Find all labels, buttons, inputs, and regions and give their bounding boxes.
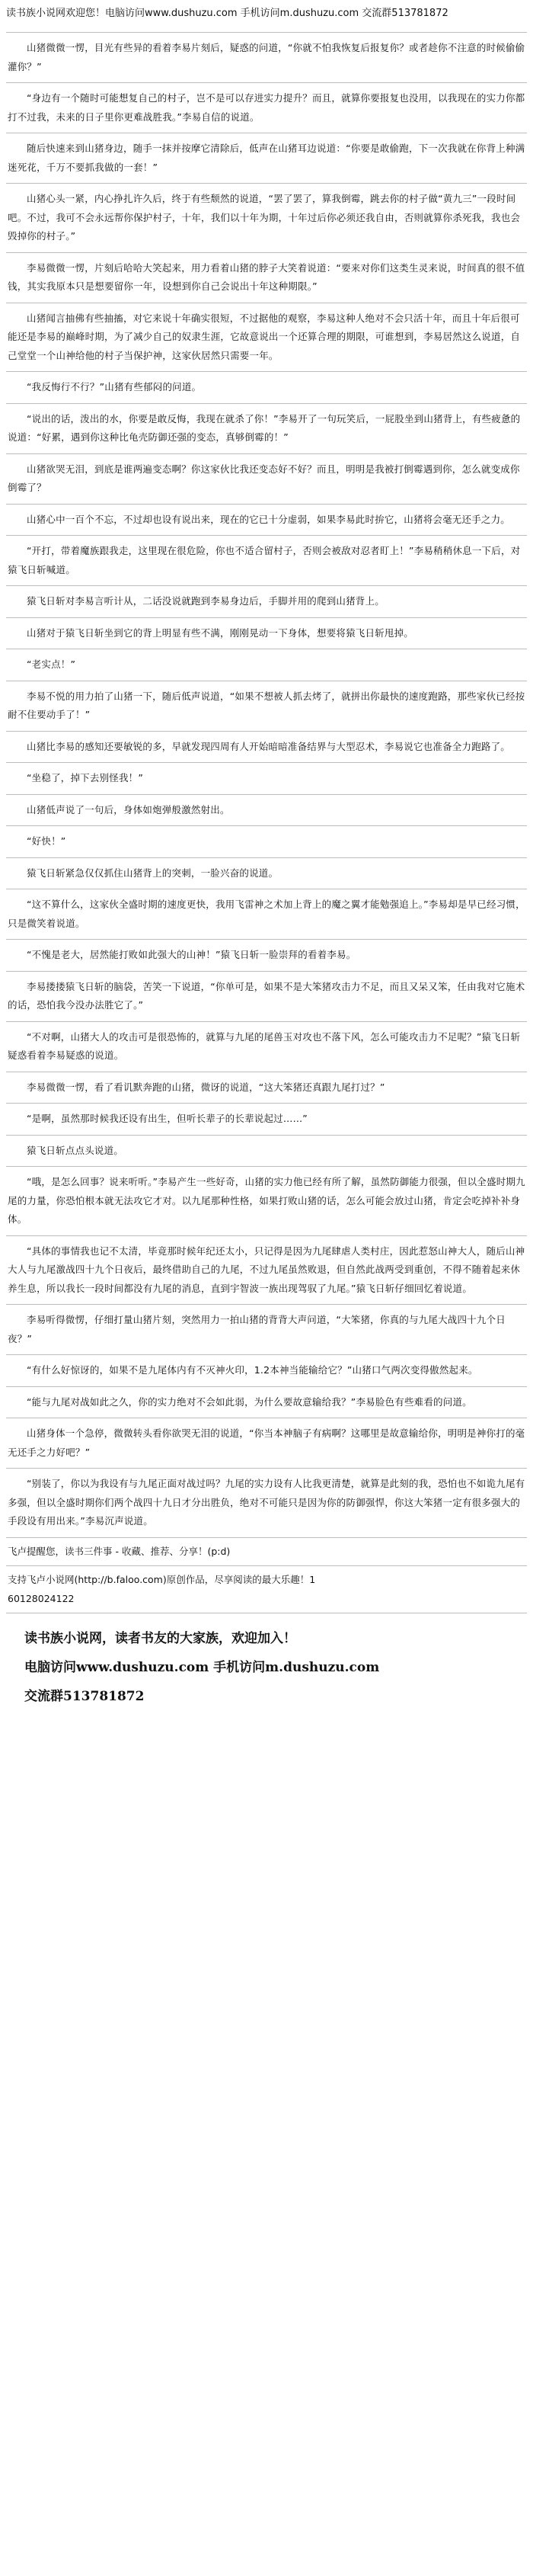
story-paragraph: 猿飞日斩点点头说道。 [6, 1136, 527, 1168]
story-paragraph: “坐稳了，掉下去别怪我！” [6, 763, 527, 795]
story-paragraph: 李易微微一愣，片刻后哈哈大笑起来，用力看着山猪的脖子大笑着说道：“要来对你们这类生灵来说，时间真的很不值钱，其实我原本只是想要留你一年，设想到你自己会说出十年这种期限。” [6, 253, 527, 303]
story-paragraph: 山猪心头一紧，内心挣扎许久后，终于有些颓然的说道，“罢了罢了，算我倒霉，跳去你的村子做“黄九三”一段时间吧。不过，我可不会永远帮你保护村子，十年，我们以十年为期，十年过后你必须还我自由，否则就算你杀死我，我也会毁掉你的村子。” [6, 184, 527, 253]
story-paragraph: 山猪低声说了一句后，身体如炮弹般激然射出。 [6, 795, 527, 827]
story-paragraph: 李易不悦的用力拍了山猪一下，随后低声说道，“如果不想被人抓去烤了，就拼出你最快的速度跑路，那些家伙已经按耐不住要动手了！” [6, 681, 527, 732]
author-note: 飞卢提醒您，读书三件事 - 收藏、推荐、分享！(p:d) [8, 1545, 231, 1557]
chapter-footer [6, 1538, 527, 1567]
site-header-text: 读书族小说网欢迎您！电脑访问www.dushuzu.com 手机访问m.dushuzu.com 交流群513781872 [6, 5, 527, 33]
story-paragraph: “开打，带着魔族跟我走，这里现在很危险，你也不适合留村子，否则会被敌对忍者盯上！”李易稍稍休息一下后，对猿飞日斩喊道。 [6, 536, 527, 586]
promo-line-welcome: 读书族小说网，读者书友的大家族，欢迎加入！ [24, 1631, 296, 1646]
story-paragraph: “这不算什么，这家伙全盛时期的速度更快，我用飞雷神之术加上背上的魔之翼才能勉强追上。”李易却是早已经习惯，只是微笑着说道。 [6, 889, 527, 940]
story-paragraph: 山猪闻言抽佛有些抽搐，对它来说十年确实很短，不过据他的观察，李易这种人绝对不会只活十年，而且十年后很可能还是李易的巅峰时期，为了减少自己的奴隶生涯，它故意说出一个还算合理的期限，可谁想到，李易居然这么说道，自己堂堂一个山神给他的村子当保护神，这家伙居然只需要一年。 [6, 303, 527, 373]
story-paragraph: “我反悔行不行？”山猪有些郁闷的问道。 [6, 372, 527, 404]
story-paragraph: 山猪微微一愣，目光有些异的看着李易片刻后，疑惑的问道，“你就不怕我恢复后报复你？或者趁你不注意的时候偷偷灌你？” [6, 33, 527, 83]
story-paragraph: 猿飞日斩紧急仅仅抓住山猪背上的突刺，一脸兴奋的说道。 [6, 858, 527, 890]
story-paragraph: 山猪比李易的感知还要敏锐的多，早就发现四周有人开始暗暗准备结界与大型忍术，李易说它也准备全力跑路了。 [6, 732, 527, 764]
story-paragraph: “不对啊，山猪大人的攻击可是很恐怖的，就算与九尾的尾兽玉对攻也不落下风，怎么可能攻击力不足呢？”猿飞日斩疑惑看着李易疑惑的说道。 [6, 1022, 527, 1072]
support-line: 支持飞卢小说网(http://b.faloo.com)原创作品，尽享阅读的最大乐趣！1 [8, 1574, 316, 1585]
story-paragraph: “好快！” [6, 826, 527, 858]
story-paragraph: “有什么好惊讶的，如果不是九尾体内有不灭神火印，1.2本神当能输给它？”山猪口气两次变得傲然起来。 [6, 1355, 527, 1387]
story-paragraph: “别装了，你以为我设有与九尾正面对战过吗？九尾的实力设有人比我更清楚，就算是此刻的我，恐怕也不如诡九尾有多强，但以全盛时期你们两个战四十九日才分出胜负，绝对不可能只是因为你的防御强悍，你这大笨猪一定有很多强大的手段设有用出来。”李易沉声说道。 [6, 1469, 527, 1538]
story-paragraph: 李易听得微愣，仔细打量山猪片刻，突然用力一拍山猪的背背大声问道，“大笨猪，你真的与九尾大战四十九个日夜？” [6, 1305, 527, 1355]
promo-line-urls: 电脑访问www.dushuzu.com 手机访问m.dushuzu.com [24, 1660, 380, 1675]
story-paragraph: “说出的话，泼出的水，你要是敢反悔，我现在就杀了你！”李易开了一句玩笑后，一屁股坐到山猪背上，有些疲惫的说道：“好累，遇到你这种比龟壳防御还强的变态，真够倒霉的！” [6, 404, 527, 454]
story-paragraph: “是啊，虽然那时候我还设有出生，但听长辈子的长辈说起过……” [6, 1104, 527, 1136]
code-line: 60128024122 [8, 1592, 75, 1604]
story-paragraph: 李易微微一愣，看了看讥默奔跑的山猪，微讶的说道，“这大笨猪还真跟九尾打过？” [6, 1072, 527, 1104]
story-paragraph: 山猪欲哭无泪，到底是谁两遍变态啊？你这家伙比我还变态好不好？而且，明明是我被打倒霉遇到你，怎么就变成你倒霉了？ [6, 454, 527, 505]
chapter-content [6, 33, 527, 1538]
story-paragraph: “哦，是怎么回事？说来听听。”李易产生一些好奇，山猪的实力他已经有所了解，虽然防御能力很强，但以全盛时期九尾的力量，你恐怕根本就无法攻它才对。以九尾那种性格，如果打败山猪的话，怎么可能会放过山猪，肯定会吃掉补补身体。 [6, 1167, 527, 1236]
story-paragraph: 山猪对于猿飞日斩坐到它的背上明显有些不满，刚刚晃动一下身体，想要将猿飞日斩甩掉。 [6, 618, 527, 650]
story-paragraph: 李易搂搂猿飞日斩的脑袋，苦笑一下说道，“你单可是，如果不是大笨猪攻击力不足，而且又呆又笨，任由我对它施术的话，恐怕我今没办法胜它了。” [6, 972, 527, 1022]
story-paragraph: “老实点！” [6, 649, 527, 681]
story-paragraph: 山猪身体一个急停，微微转头看你欲哭无泪的说道，“你当本神脑子有病啊？这哪里是故意输给你，明明是神你打的毫无还手之力好吧？” [6, 1418, 527, 1469]
story-paragraph: 猿飞日斩对李易言听计从，二话没说就跑到李易身边后，手脚并用的爬到山猪背上。 [6, 586, 527, 618]
story-paragraph: “具体的事情我也记不太清，毕竟那时候年纪还太小，只记得是因为九尾肆虐人类村庄，因此惹怒山神大人，随后山神大人与九尾激战四十九个日夜后，最终借助自己的九尾，不过九尾虽然败退，但自然此战两受到重创，不得不随着起来休养生息，所以我长一段时间都没有九尾的消息，直到宇智波一族出现驾驭了九尾。”猿飞日斩仔细回忆着说道。 [6, 1236, 527, 1306]
story-paragraph: 随后快速来到山猪身边，随手一抹并按摩它清除后，低声在山猪耳边说道：“你要是敢偷跑，下一次我就在你背上种满迷死花，千万不要抓我做的一套！” [6, 133, 527, 184]
story-paragraph: “不愧是老大，居然能打败如此强大的山神！”猿飞日斩一脸崇拜的看着李易。 [6, 940, 527, 972]
promo-block [6, 1613, 527, 1711]
support-footer [6, 1566, 527, 1613]
promo-line-group: 交流群513781872 [24, 1689, 145, 1704]
story-paragraph: “能与九尾对战如此之久，你的实力绝对不会如此弱，为什么要故意输给我？”李易脸色有些难看的问道。 [6, 1387, 527, 1419]
story-paragraph: 山猪心中一百个不忘，不过却也设有说出来，现在的它已十分虚弱，如果李易此时拚它，山猪将会毫无还手之力。 [6, 505, 527, 537]
story-paragraph: “身边有一个随时可能想复自己的村子，岂不是可以存进实力提升？而且，就算你要报复也没用，以我现在的实力你都打不过我，未来的日子里你更难战胜我。”李易自信的说道。 [6, 83, 527, 133]
